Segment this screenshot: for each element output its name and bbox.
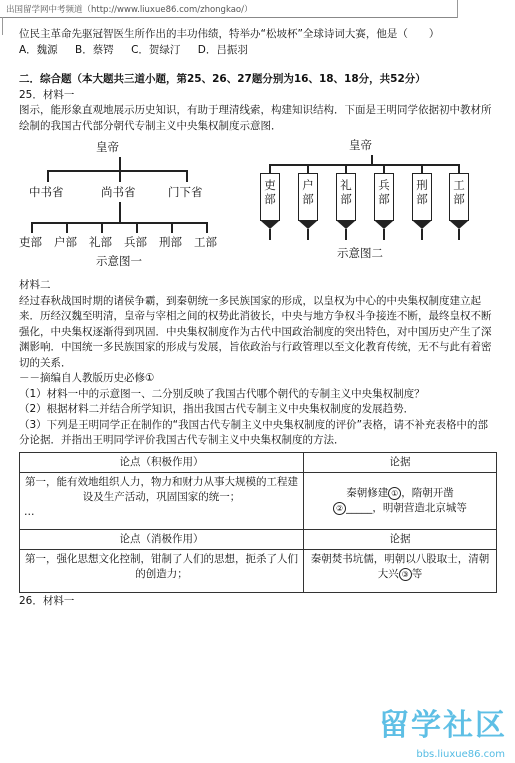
blank-marker-2: ② <box>333 502 346 515</box>
d2-line <box>269 164 459 166</box>
table-row <box>20 549 497 592</box>
negative-point: 第一，强化思想文化控制，钳制了人们的思想，扼杀了人们的创造力； <box>20 549 304 592</box>
d1-caption: 示意图一 <box>96 254 142 268</box>
d2-box-gong: 工 部 <box>449 173 469 221</box>
d2-emperor: 皇帝 <box>349 138 372 152</box>
d1-line <box>66 222 68 233</box>
d1-line <box>119 202 121 222</box>
d1-lib: 礼部 <box>89 235 112 249</box>
table-row <box>20 472 497 529</box>
d2-line <box>269 164 271 173</box>
section-title: 二．综合题（本大题共三道小题，第25、26、27题分别为16、18、18分，共52分） <box>19 73 426 85</box>
d1-line <box>47 170 187 172</box>
d2-arrow <box>261 221 279 229</box>
watermark-title: 留学社区 <box>379 708 507 743</box>
q25-intro: 图示，能形象直观地展示历史知识，有助于理清线索，构建知识结构．下面是王明同学依据初中教材所绘制的我国古代部分朝代专制主义中央集权制度示意图． <box>19 104 492 132</box>
header-rule <box>0 17 458 18</box>
d2-stem <box>269 229 271 240</box>
d2-stem <box>345 229 347 240</box>
option-c: C．贺绿汀 <box>131 43 181 56</box>
q25-sub3: （3）下列是王明同学正在制作的“我国古代专制主义中央集权制度的评价”表格，请不补充表格中的部分论据．并指出王明同学评价我国古代专制主义中央集权制度的方法． <box>19 418 489 446</box>
q25-m2-title: 材料二 <box>19 279 51 291</box>
corner-mark-left <box>2 17 11 35</box>
d1-zhongshu: 中书省 <box>29 185 64 199</box>
question-stem: 位民主革命先驱冠智医生所作出的丰功伟绩，特举办“松坡杯”全球诗词大赛，他是（ ） <box>19 28 440 40</box>
d1-line <box>119 170 121 182</box>
positive-point-text: 第一，能有效地组织人力，物力和财力从事大规模的工程建设及生产活动，巩固国家的统一； <box>25 475 298 503</box>
option-d: D．吕振羽 <box>197 43 248 56</box>
d2-box-hu: 户 部 <box>298 173 318 221</box>
d1-line <box>119 157 121 170</box>
d2-stem <box>421 229 423 240</box>
d2-arrow <box>375 221 393 229</box>
table-header-evidence: 论据 <box>304 452 497 472</box>
d1-xing: 刑部 <box>159 235 182 249</box>
d2-arrow <box>299 221 317 229</box>
watermark <box>296 700 511 762</box>
d2-caption: 示意图二 <box>337 246 383 260</box>
d1-line <box>31 222 33 233</box>
d2-stem <box>383 229 385 240</box>
document-body <box>19 27 497 609</box>
d2-stem <box>458 229 460 240</box>
q25-m2-text: 经过春秋战国时期的诸侯争霸，到秦朝统一多民族国家的形成，以皇权为中心的中央集权制度建立起来．历经汉魏至明清，皇帝与宰相之间的权势此消彼长，中央与地方争权斗争接连不断，最终皇权不断强化，中央集权逐渐得到巩固．中央集权制度作为古代中国政治制度的突出特色，对中国历史产生了深渊影响．中国统一多民族国家的形成与发展，旨依政治与行政管理以至文化教育传统，无不与此有着密切的关系． <box>19 294 492 369</box>
q25-number: 25．材料一 <box>19 88 75 101</box>
d1-shangshu: 尚书省 <box>101 185 136 199</box>
d2-arrow <box>337 221 355 229</box>
corner-mark-right <box>457 0 458 18</box>
page-header <box>0 0 515 20</box>
d2-box-lib: 礼 部 <box>336 173 356 221</box>
d2-line <box>307 164 309 173</box>
d2-box-li: 吏 部 <box>260 173 280 221</box>
blank-marker-3: ③ <box>399 568 412 581</box>
table-header-positive: 论点（积极作用） <box>20 452 304 472</box>
option-a: A．魏源 <box>19 43 58 56</box>
diagram-one <box>19 138 224 270</box>
d2-arrow <box>413 221 431 229</box>
positive-evidence: 秦朝修建 ① ，隋朝开凿 ② _____，明朝营造北京城等 <box>304 472 497 529</box>
d1-hu: 户部 <box>54 235 77 249</box>
d2-line <box>371 155 373 164</box>
table-header-evidence-2: 论据 <box>304 529 497 549</box>
d2-box-bing: 兵 部 <box>374 173 394 221</box>
q26-number: 26．材料一 <box>19 594 75 607</box>
d1-bing: 兵部 <box>124 235 147 249</box>
negative-evidence: 秦朝焚书坑儒，明朝以八股取士，清朝大兴 ③ 等 <box>304 549 497 592</box>
answer-options <box>19 43 497 59</box>
option-b: B．蔡锷 <box>75 43 114 56</box>
header-text: 出国留学网中考频道（http://www.liuxue86.com/zhongkao/） <box>6 5 253 15</box>
evaluation-table <box>19 452 497 593</box>
table-row <box>20 452 497 472</box>
q25-sub1: （1）材料一中的示意图一、二分别反映了我国古代哪个朝代的专制主义中央集权制度？ <box>19 387 425 400</box>
d2-box-xing: 刑 部 <box>412 173 432 221</box>
d2-line <box>383 164 385 173</box>
d1-gong: 工部 <box>194 235 217 249</box>
ellipsis: … <box>24 505 35 518</box>
d1-line <box>136 222 138 233</box>
diagram-two <box>241 138 481 270</box>
positive-point <box>20 472 304 529</box>
q25-source: －－摘编自人教版历史必修① <box>19 372 155 384</box>
diagrams <box>19 138 497 270</box>
d1-line <box>31 222 207 224</box>
d2-line <box>458 164 460 173</box>
blank-marker-1: ① <box>388 487 401 500</box>
d2-line <box>421 164 423 173</box>
d1-line <box>171 222 173 233</box>
d1-li: 吏部 <box>19 235 42 249</box>
d2-arrow <box>450 221 468 229</box>
d1-menxia: 门下省 <box>168 185 203 199</box>
table-header-negative: 论点（消极作用） <box>20 529 304 549</box>
d1-line <box>101 222 103 233</box>
d1-emperor: 皇帝 <box>96 140 119 154</box>
d1-line <box>206 222 208 233</box>
d1-line <box>186 170 188 182</box>
watermark-url: bbs.liuxue86.com <box>416 749 505 760</box>
d2-line <box>345 164 347 173</box>
table-row <box>20 529 497 549</box>
d1-line <box>47 170 49 182</box>
q25-sub2: （2）根据材料二并结合所学知识，指出我国古代专制主义中央集权制度的发展趋势． <box>19 403 415 415</box>
d2-stem <box>307 229 309 240</box>
